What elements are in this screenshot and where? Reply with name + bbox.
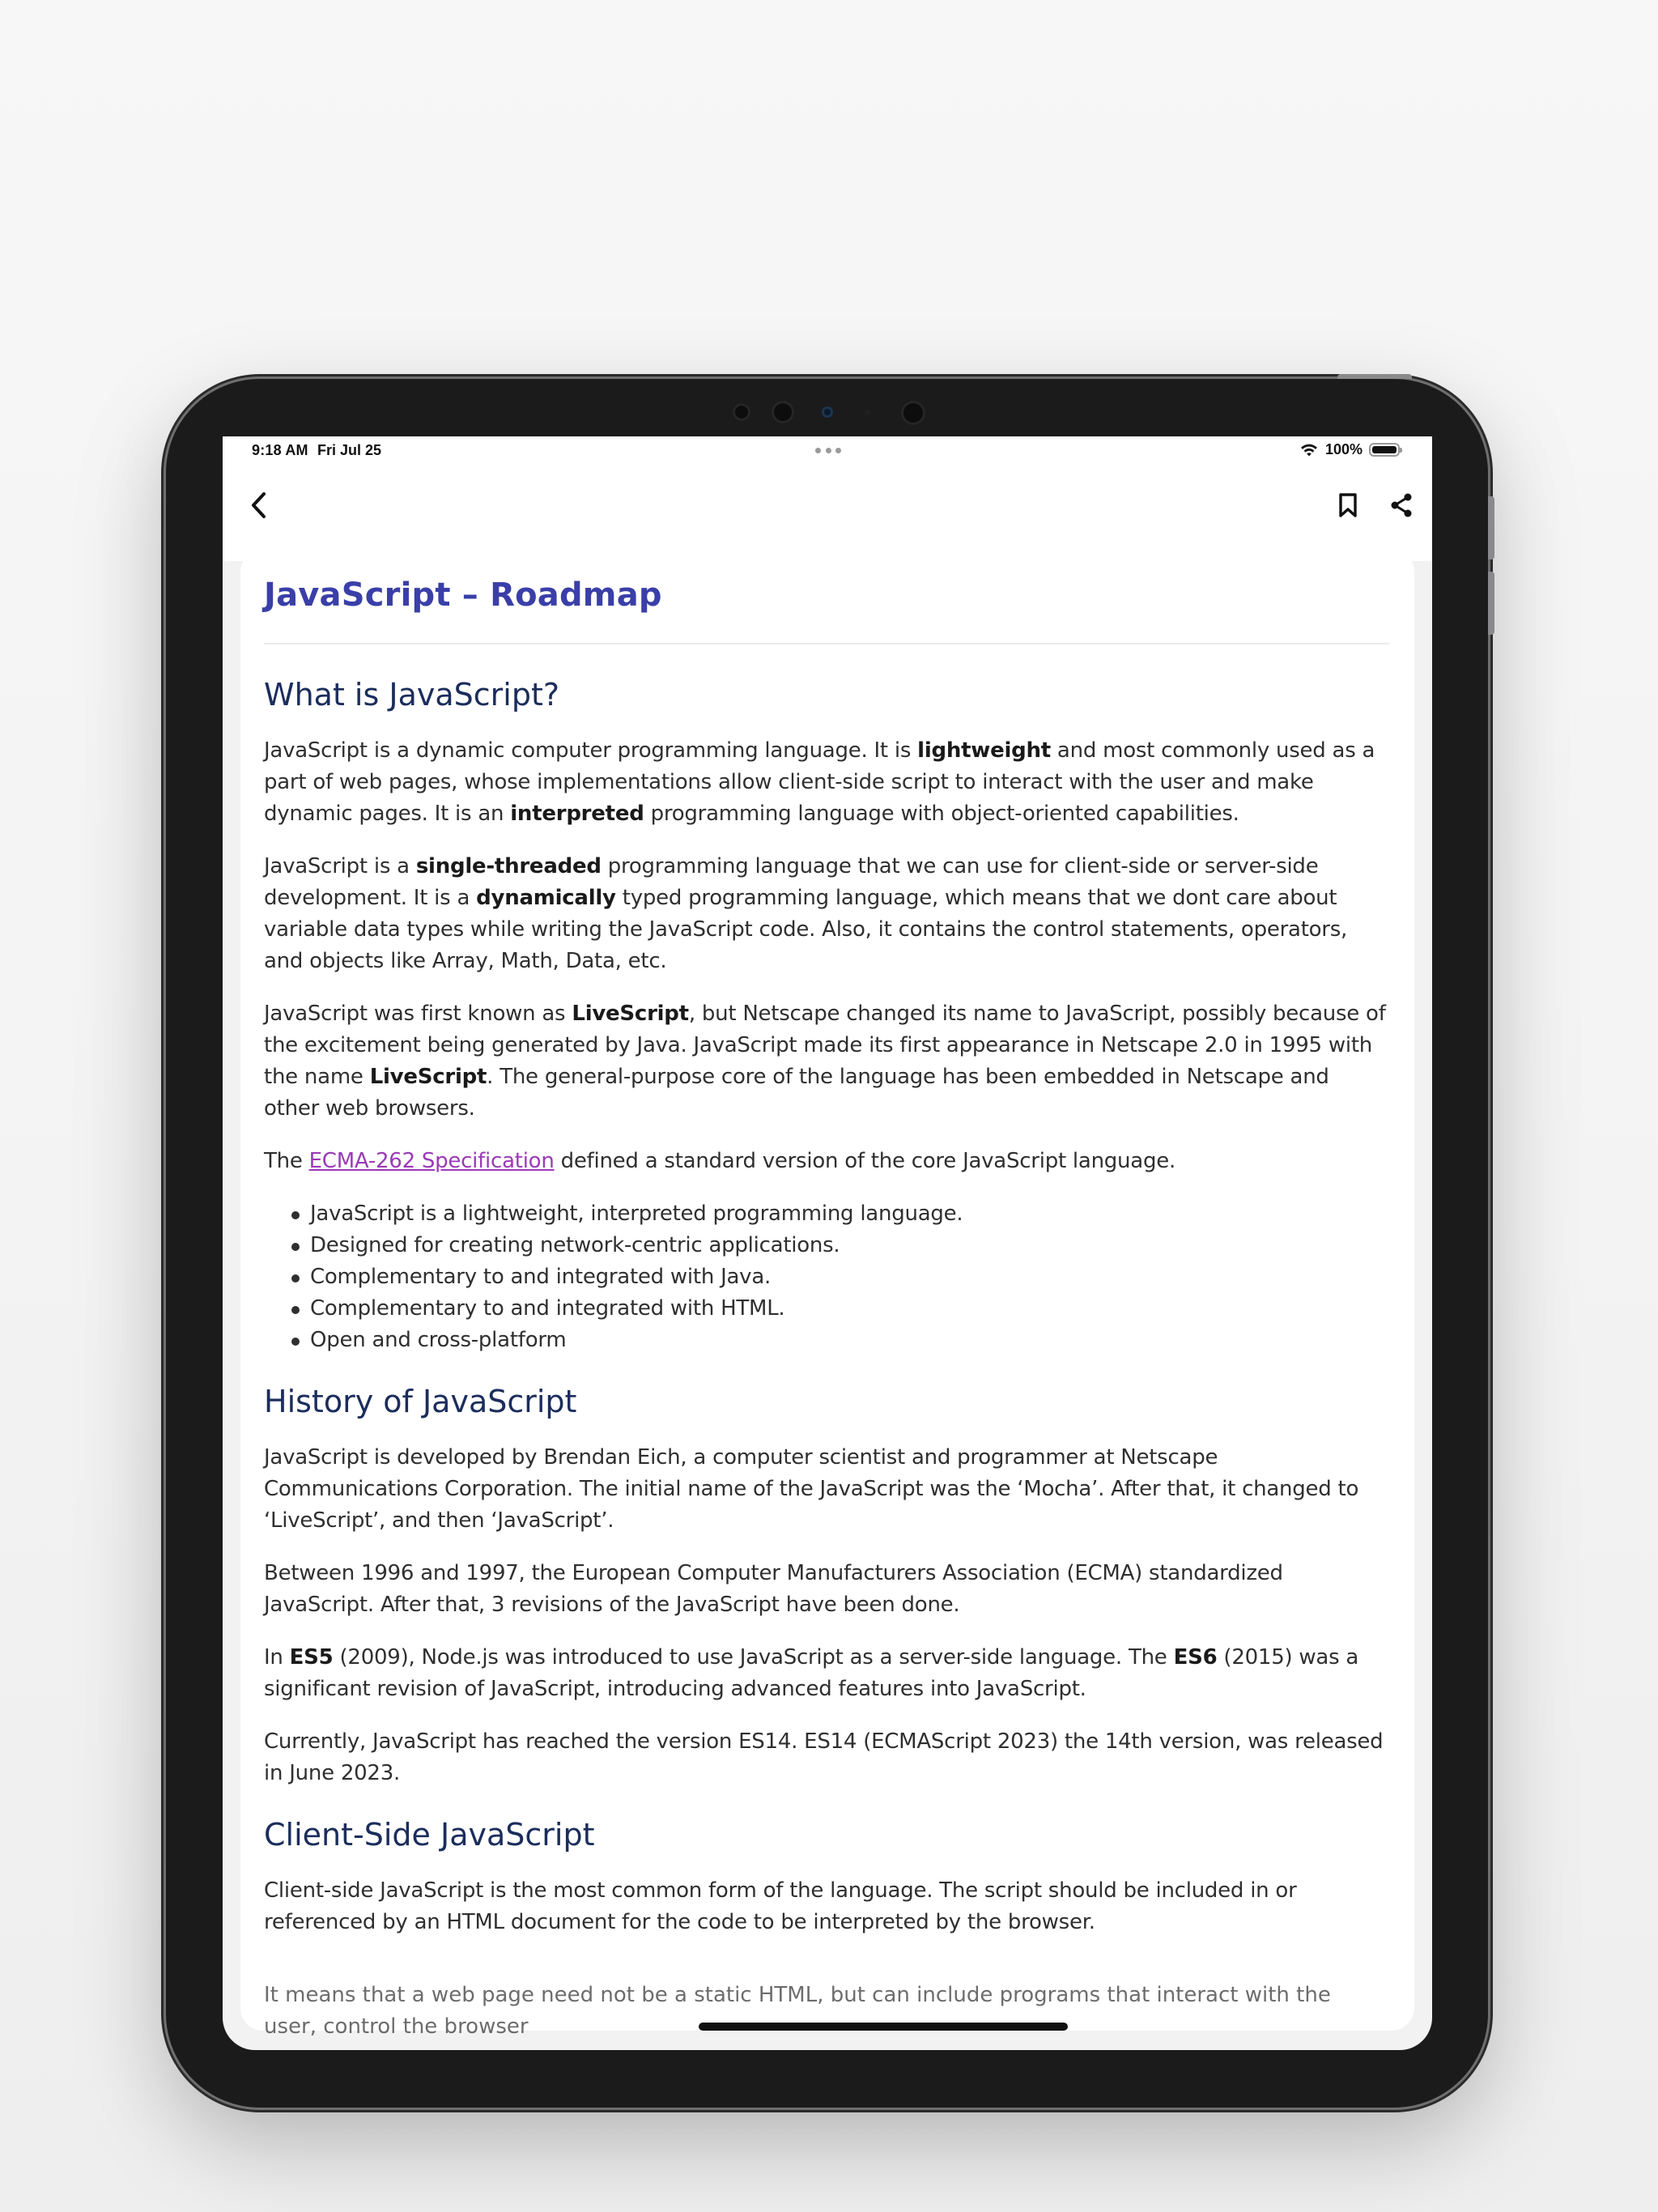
paragraph: Between 1996 and 1997, the European Computer Manufacturers Association (ECMA) standardized JavaScript. After that, 3 revisions of the JavaScript have been done. xyxy=(264,1561,1283,1617)
paragraph: JavaScript is a single-threaded programming language that we can use for client-side or server-side development. It is a dynamically typed programming language, which means that we dont care about variable data types while writing the JavaScript code. Also, it contains the control statements, operators, and objects like Array, Math, Data, etc. xyxy=(264,854,1348,973)
feature-list xyxy=(264,1198,1389,1356)
ipad-device-frame xyxy=(166,379,1488,2108)
wifi-icon xyxy=(1299,443,1319,457)
status-indicators xyxy=(1299,441,1400,458)
back-button[interactable] xyxy=(239,485,279,525)
battery-icon xyxy=(1369,443,1400,457)
section-heading-what-is: What is JavaScript? xyxy=(264,677,560,713)
list-item: Complementary to and integrated with HTML. xyxy=(264,1293,1389,1325)
list-item: Open and cross-platform xyxy=(264,1325,1389,1356)
camera-bar xyxy=(733,395,927,431)
navigation-bar xyxy=(223,469,1432,561)
title-divider xyxy=(264,643,1389,644)
top-button xyxy=(1337,374,1412,379)
volume-up-button xyxy=(1488,496,1494,559)
status-time: 9:18 AM xyxy=(252,442,308,458)
paragraph: In ES5 (2009), Node.js was introduced to use JavaScript as a server-side language. The ES6 (2015) was a significant revision of JavaScript, introducing advanced features into JavaScript. xyxy=(264,1645,1359,1701)
section-heading-history: History of JavaScript xyxy=(264,1384,577,1419)
home-indicator[interactable] xyxy=(699,2023,1068,2031)
bookmark-icon xyxy=(1337,492,1358,518)
paragraph: JavaScript was first known as LiveScript, but Netscape changed its name to JavaScript, possibly because of the excitement being generated by Java. JavaScript made its first appearance in Netscape 2.0 in 1995 with the name LiveScript. The general-purpose core of the language has been embedded in Netscape and other web browsers. xyxy=(264,1002,1386,1121)
paragraph: JavaScript is a dynamic computer programming language. It is lightweight and most commonly used as a part of web pages, whose implementations allow client-side script to interact with the user and make dynamic pages. It is an interpreted programming language with object-oriented capabilities. xyxy=(264,738,1375,826)
list-item: Designed for creating network-centric applications. xyxy=(264,1230,1389,1261)
paragraph: Client-side JavaScript is the most common form of the language. The script should be included in or referenced by an HTML document for the code to be interpreted by the browser. xyxy=(264,1878,1297,1934)
screen xyxy=(223,436,1432,2050)
status-date: Fri Jul 25 xyxy=(317,442,382,458)
paragraph: Currently, JavaScript has reached the version ES14. ES14 (ECMAScript 2023) the 14th version, was released in June 2023. xyxy=(264,1729,1384,1785)
chevron-left-icon xyxy=(250,491,268,519)
share-button[interactable] xyxy=(1383,485,1420,525)
list-item: Complementary to and integrated with Java. xyxy=(264,1261,1389,1293)
paragraph: JavaScript is developed by Brendan Eich, a computer scientist and programmer at Netscape Communications Corporation. The initial name of the JavaScript was the ‘Mocha’. After that, it changed to ‘LiveScript’, and then ‘JavaScript’. xyxy=(264,1445,1359,1533)
paragraph: The ECMA-262 Specification defined a standard version of the core JavaScript language. xyxy=(264,1149,1175,1173)
multitasking-dots-icon[interactable] xyxy=(815,448,841,454)
list-item: JavaScript is a lightweight, interpreted programming language. xyxy=(264,1198,1389,1230)
section-heading-client-side: Client-Side JavaScript xyxy=(264,1817,595,1853)
bookmark-button[interactable] xyxy=(1329,485,1367,525)
article-content xyxy=(264,576,1389,1938)
clipped-paragraph: It means that a web page need not be a static HTML, but can include programs that interact with the user, control the browser xyxy=(264,1983,1331,2039)
status-bar xyxy=(223,436,1432,469)
battery-percent: 100% xyxy=(1324,441,1363,457)
article-title: JavaScript – Roadmap xyxy=(264,576,662,614)
article-card xyxy=(240,549,1414,2039)
share-icon xyxy=(1388,492,1414,518)
volume-down-button xyxy=(1488,572,1494,635)
ecma-spec-link[interactable]: ECMA-262 Specification xyxy=(308,1149,555,1173)
